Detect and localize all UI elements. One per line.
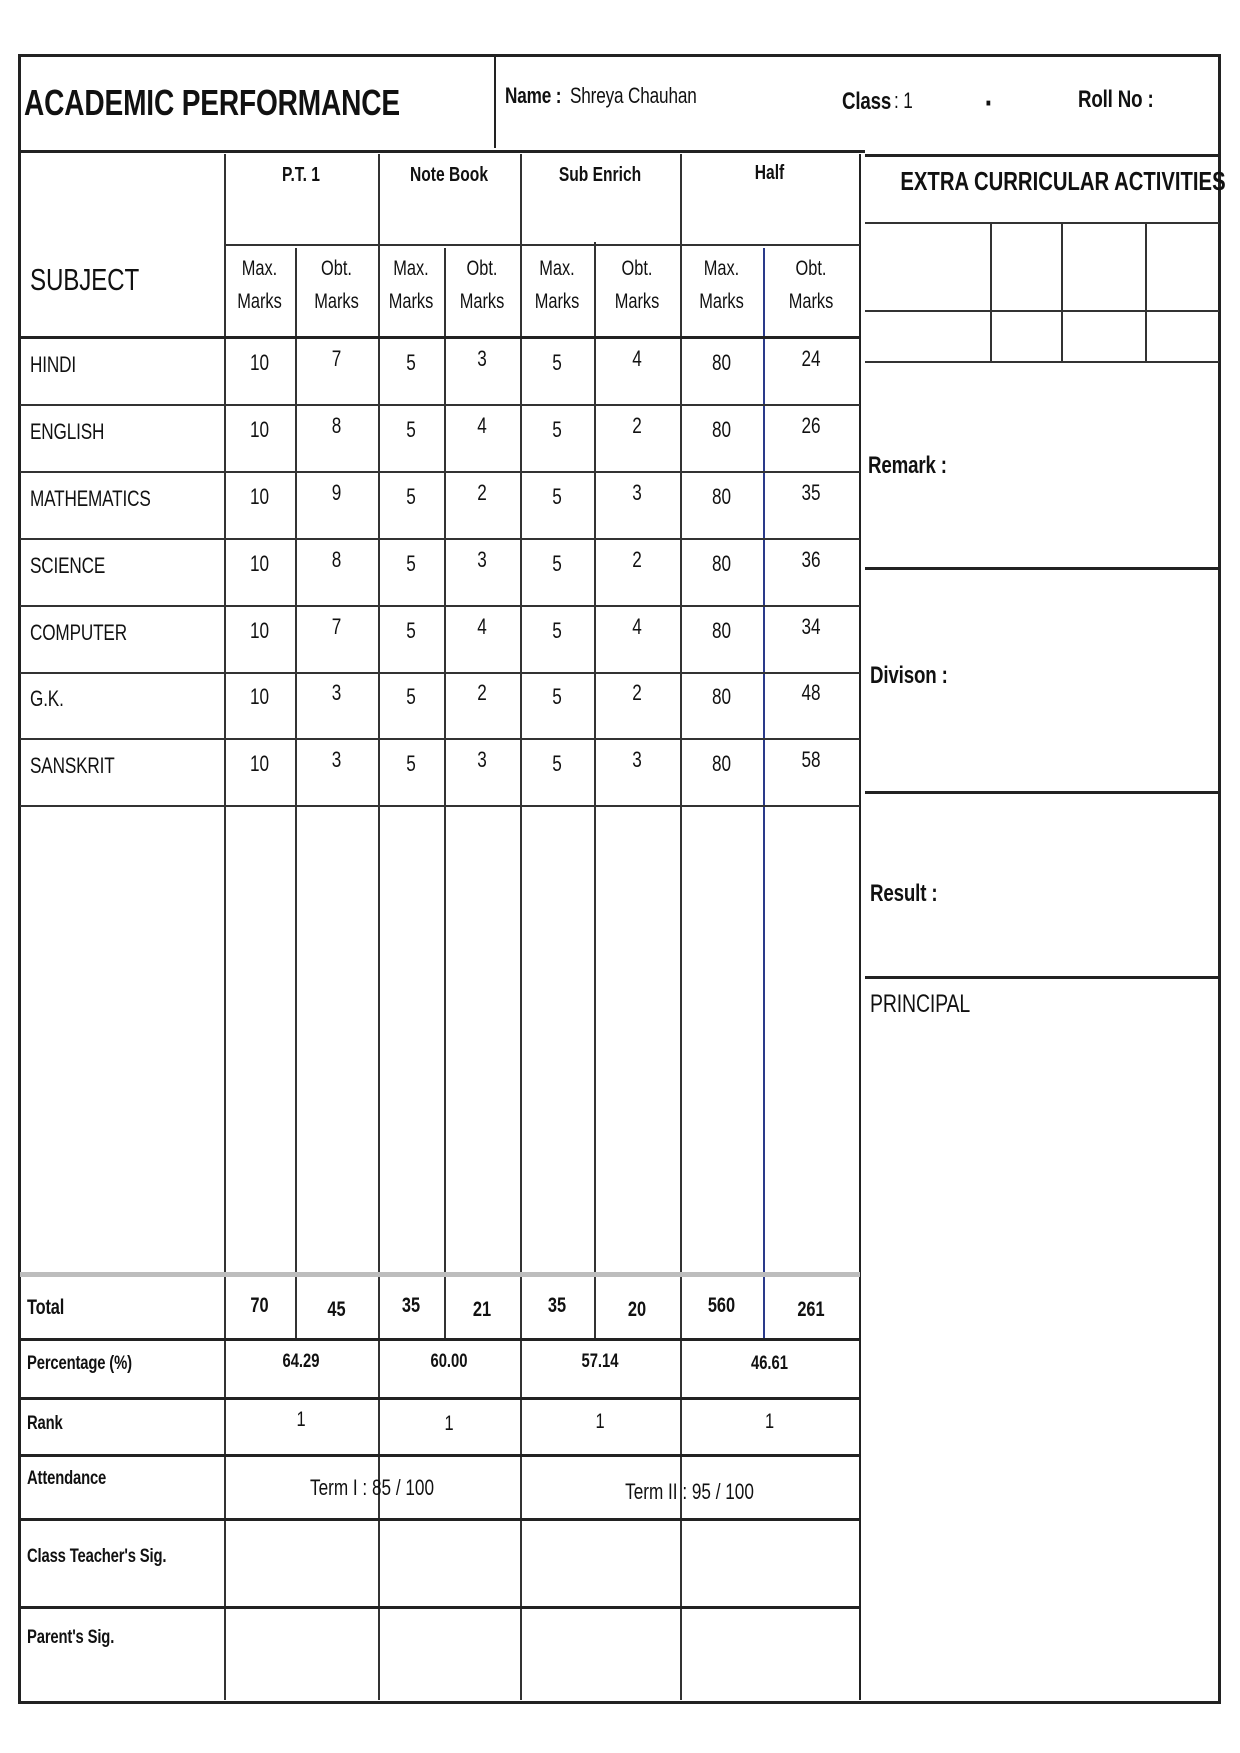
mark-cell: 5 (552, 684, 562, 709)
mark-cell: 58 (801, 747, 821, 772)
mark-cell: 3 (477, 346, 487, 371)
name-label: Name : (505, 83, 562, 108)
teacher-sig-bottom-line (20, 1606, 860, 1609)
mark-cell: 2 (632, 547, 642, 572)
mark-cell: 10 (249, 484, 270, 509)
parent-sig-label: Parent's Sig. (27, 1627, 115, 1648)
rank-bottom-line (20, 1454, 860, 1457)
rank-pt1: 1 (296, 1408, 306, 1431)
principal-label: PRINCIPAL (870, 990, 971, 1018)
percentage-sub-enrich: 57.14 (581, 1351, 619, 1372)
subject-name: ENGLISH (30, 419, 105, 444)
rank-sub-enrich: 1 (595, 1410, 605, 1433)
row-line (20, 538, 860, 540)
mark-cell: 34 (801, 614, 821, 639)
total-cell: 20 (627, 1298, 647, 1321)
group-header-notebook: Note Book (410, 164, 488, 186)
activities-col-line (990, 224, 992, 361)
total-bottom-line (20, 1338, 860, 1341)
obt-marks-header: Obt. Marks (314, 257, 359, 313)
mark-cell: 5 (552, 417, 562, 442)
class-value: : 1 (894, 88, 913, 113)
attendance-bottom-line (20, 1518, 860, 1521)
mark-cell: 5 (406, 684, 416, 709)
mark-cell: 4 (632, 614, 642, 639)
col-line-pt1 (378, 154, 380, 1700)
division-bottom-line (865, 791, 1219, 794)
extra-curricular-title: EXTRA CURRICULAR ACTIVITIES (900, 166, 1226, 196)
subject-name: G.K. (30, 686, 64, 711)
attendance-term1: Term I : 85 / 100 (310, 1475, 434, 1500)
mark-cell: 10 (249, 618, 270, 643)
activities-line (865, 222, 1219, 224)
mark-cell: 3 (331, 680, 342, 705)
col-line-se-mid (594, 242, 596, 1338)
header-bottom-line (20, 150, 865, 153)
class-teacher-sig-label: Class Teacher's Sig. (27, 1546, 167, 1567)
side-header-line (865, 154, 1219, 157)
obt-marks-header: Obt. Marks (614, 257, 660, 313)
activities-line (865, 361, 1219, 363)
mark-cell: 5 (552, 751, 562, 776)
mark-cell: 80 (711, 484, 732, 509)
total-separator (20, 1272, 860, 1277)
mark-cell: 5 (552, 618, 562, 643)
mark-cell: 35 (801, 480, 821, 505)
division-label: Divison : (870, 662, 948, 689)
mark-cell: 5 (406, 618, 416, 643)
mark-cell: 2 (477, 480, 487, 505)
subject-name: SCIENCE (30, 553, 106, 578)
total-cell: 70 (250, 1294, 269, 1317)
subject-header: SUBJECT (30, 262, 140, 297)
activities-col-line (1061, 224, 1063, 361)
name-value: Shreya Chauhan (570, 83, 697, 108)
mark-cell: 3 (632, 747, 642, 772)
page-title: ACADEMIC PERFORMANCE (24, 82, 400, 123)
mark-cell: 24 (801, 346, 821, 371)
total-cell: 35 (547, 1294, 567, 1317)
mark-cell: 80 (711, 751, 732, 776)
activities-col-line (1145, 224, 1147, 361)
subject-name: COMPUTER (30, 620, 127, 645)
mark-cell: 3 (477, 747, 487, 772)
header-divider (494, 56, 496, 148)
col-line-half-right (859, 154, 861, 1700)
mark-cell: 5 (406, 350, 416, 375)
mark-cell: 10 (249, 417, 270, 442)
rank-notebook: 1 (444, 1412, 454, 1435)
mark-cell: 2 (477, 680, 487, 705)
mark-cell: 48 (801, 680, 821, 705)
mark-cell: 26 (801, 413, 821, 438)
attendance-label: Attendance (27, 1468, 107, 1489)
total-cell: 560 (707, 1294, 736, 1317)
mark-cell: 10 (249, 684, 270, 709)
rank-half: 1 (764, 1410, 775, 1433)
mark-cell: 8 (331, 547, 342, 572)
row-line (20, 471, 860, 473)
mark-cell: 3 (331, 747, 342, 772)
percentage-bottom-line (20, 1397, 860, 1400)
mark-cell: 5 (406, 484, 416, 509)
group-header-sub-enrich: Sub Enrich (558, 164, 642, 186)
total-cell: 35 (401, 1294, 421, 1317)
mark-cell: 10 (249, 751, 270, 776)
mark-cell: 2 (632, 413, 642, 438)
col-line-half-mid (763, 248, 765, 1338)
percentage-label: Percentage (%) (27, 1353, 132, 1374)
mark-cell: 80 (711, 551, 732, 576)
subject-name: HINDI (30, 352, 76, 377)
mark-cell: 5 (552, 551, 562, 576)
col-line-se (680, 154, 682, 1700)
col-line-nb-mid (444, 248, 446, 1338)
max-marks-header: Max. Marks (534, 257, 580, 313)
result-label: Result : (870, 880, 938, 907)
mark-cell: 10 (249, 350, 270, 375)
group-header-line (224, 244, 860, 246)
mark-cell: 5 (552, 350, 562, 375)
result-bottom-line (865, 976, 1219, 979)
mark-cell: 4 (477, 413, 487, 438)
row-line (20, 404, 860, 406)
total-cell: 261 (797, 1298, 825, 1321)
obt-marks-header: Obt. Marks (459, 257, 505, 313)
remark-label: Remark : (868, 452, 947, 479)
mark-cell: 80 (711, 684, 732, 709)
mark-cell: 9 (331, 480, 342, 505)
group-header-half: Half (754, 162, 785, 184)
mark-cell: 36 (801, 547, 821, 572)
total-cell: 21 (472, 1298, 492, 1321)
activities-line (865, 310, 1219, 312)
obt-marks-header: Obt. Marks (788, 257, 834, 313)
mark-cell: 5 (406, 551, 416, 576)
percentage-pt1: 64.29 (282, 1351, 320, 1372)
roll-no-label: Roll No : (1078, 86, 1154, 113)
max-marks-header: Max. Marks (699, 257, 744, 313)
column-header-line (20, 336, 860, 339)
rank-label: Rank (27, 1413, 63, 1434)
total-cell: 45 (327, 1298, 346, 1321)
mark-cell: 5 (406, 751, 416, 776)
mark-cell: 2 (632, 680, 642, 705)
mark-cell: 7 (331, 346, 342, 371)
subject-name: MATHEMATICS (30, 486, 151, 511)
mark-cell: 4 (632, 346, 642, 371)
remark-bottom-line (865, 567, 1219, 570)
mark-cell: 5 (406, 417, 416, 442)
mark-cell: 4 (477, 614, 487, 639)
row-line (20, 672, 860, 674)
col-line-nb (520, 154, 522, 1700)
col-line-pt1-mid (295, 248, 297, 1338)
mark-cell: 3 (477, 547, 487, 572)
mark-cell: 10 (249, 551, 270, 576)
max-marks-header: Max. Marks (237, 257, 282, 313)
row-line (20, 738, 860, 740)
percentage-notebook: 60.00 (430, 1351, 468, 1372)
percentage-half: 46.61 (750, 1353, 789, 1374)
total-label: Total (27, 1296, 65, 1319)
max-marks-header: Max. Marks (388, 257, 434, 313)
mark-cell: 80 (711, 618, 732, 643)
row-line (20, 605, 860, 607)
attendance-term2: Term II : 95 / 100 (625, 1479, 754, 1504)
group-header-pt1: P.T. 1 (282, 164, 320, 186)
mark-cell: 8 (331, 413, 342, 438)
mark-cell: 3 (632, 480, 642, 505)
class-dot: ■ (986, 98, 991, 109)
mark-cell: 80 (711, 350, 732, 375)
class-label: Class (842, 88, 892, 115)
mark-cell: 80 (711, 417, 732, 442)
row-line (20, 805, 860, 807)
mark-cell: 7 (331, 614, 342, 639)
col-line-subject (224, 154, 226, 1700)
mark-cell: 5 (552, 484, 562, 509)
subject-name: SANSKRIT (30, 753, 115, 778)
